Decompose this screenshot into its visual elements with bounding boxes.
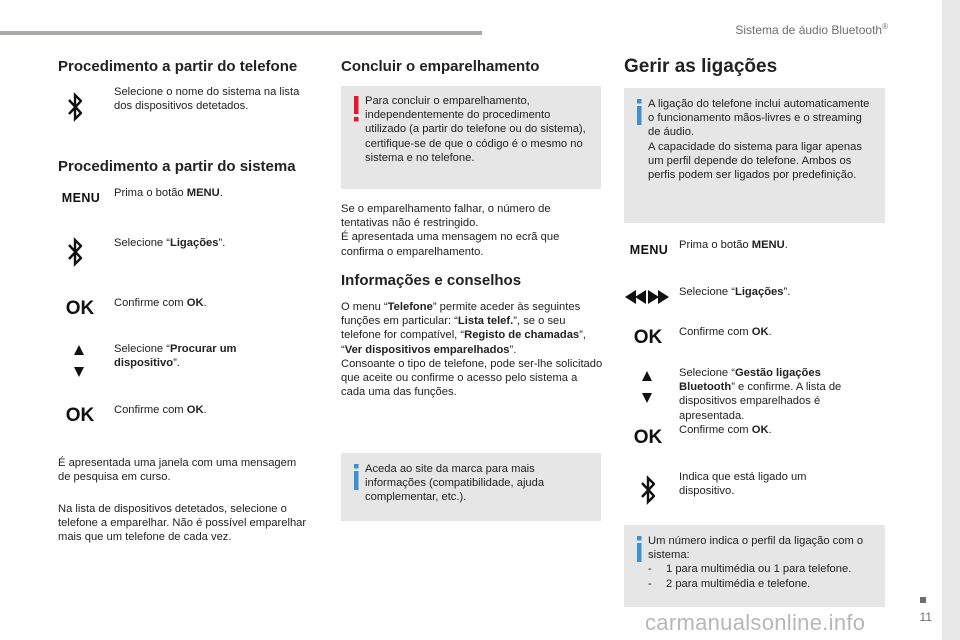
header-bar <box>0 31 482 35</box>
info-box-profile-number <box>624 525 885 607</box>
ok-button-icon: OK <box>633 327 663 348</box>
section-title-phone-procedure: Procedimento a partir do telefone <box>58 58 298 75</box>
info-text-connection: A ligação do telefone inclui automaticamente o funcionamento mãos-livres e o streaming de áudio. A capacidade do sistema para ligar apenas um perfil depende do telefone. Ambos os perfis podem ser ligados por predefinição. <box>648 98 870 182</box>
warning-box <box>341 86 601 189</box>
step-press-menu: Prima o botão MENU. <box>679 239 788 251</box>
list-item: - 2 para multimédia e telefone. <box>648 577 811 590</box>
menu-button-icon: MENU <box>61 191 101 205</box>
info-box-connection <box>624 88 885 223</box>
info-icon <box>631 98 647 126</box>
paragraph-failed-pairing: Se o emparelhamento falhar, o número de tentativas não é restringido. É apresentada uma mensagem no ecrã que confirma o emparelhamento. <box>341 203 560 258</box>
ok-button-icon: OK <box>633 427 663 448</box>
section-title-system-procedure: Procedimento a partir do sistema <box>58 158 296 175</box>
bluetooth-icon <box>64 90 86 124</box>
step-select-ligacoes: Selecione “Ligações”. <box>679 286 791 298</box>
info-text-profile-number: Um número indica o perfil da ligação com o sistema: - 1 para multimédia ou 1 para telefone. - 2 para multimédia e telefone. <box>648 534 875 591</box>
menu-button-icon: MENU <box>629 243 669 257</box>
page-marker <box>920 597 926 603</box>
page-header-title: Sistema de áudio Bluetooth® <box>735 22 888 37</box>
step-confirm-ok-2: Confirme com OK. <box>114 404 207 416</box>
info-text-brand-site: Aceda ao site da marca para mais informações (compatibilidade, ajuda complementar, etc.). <box>365 463 545 504</box>
up-down-arrows-icon <box>72 345 86 379</box>
warning-icon <box>348 96 364 124</box>
info-icon <box>631 535 647 563</box>
paragraph-select-phone: Na lista de dispositivos detetados, selecione o telefone a emparelhar. Não é possível emparelhar mais que um telefone de cada vez. <box>58 503 307 544</box>
watermark: carmanualsonline.info <box>645 610 866 635</box>
rewind-forward-icon <box>624 289 670 305</box>
step-press-menu: Prima o botão MENU. <box>114 187 223 199</box>
bluetooth-icon <box>64 235 86 269</box>
ok-button-icon: OK <box>65 298 95 319</box>
step-confirm-ok: Confirme com OK. <box>679 326 772 338</box>
step-select-search-device: Selecione “Procurar um dispositivo”. <box>114 343 237 370</box>
page-edge-band <box>942 0 960 640</box>
up-down-arrows-icon <box>640 371 654 405</box>
step-select-bluetooth-management: Selecione “Gestão ligações Bluetooth” e confirme. A lista de dispositivos emparelhados é apresentada. Confirme com OK. <box>679 367 842 436</box>
warning-text: Para concluir o emparelhamento, independentemente do procedimento utilizado (a partir do telefone ou do sistema), certifique-se de que o código é o mesmo no sistema e no telefone. <box>365 95 586 164</box>
bluetooth-icon <box>637 473 659 507</box>
step-select-system-name: Selecione o nome do sistema na lista dos dispositivos detetados. <box>114 86 300 113</box>
step-select-ligacoes: Selecione “Ligações”. <box>114 237 226 249</box>
section-title-complete-pairing: Concluir o emparelhamento <box>341 58 540 75</box>
step-device-connected: Indica que está ligado um dispositivo. <box>679 471 807 498</box>
paragraph-search-window: É apresentada uma janela com uma mensagem de pesquisa em curso. <box>58 457 297 484</box>
page-number: 11 <box>919 610 932 624</box>
section-title-manage-connections: Gerir as ligações <box>624 56 778 77</box>
list-item: - 1 para multimédia ou 1 para telefone. <box>648 563 852 576</box>
paragraph-phone-menu: O menu “Telefone” permite aceder às seguintes funções em particular: “Lista telef.”, se o seu telefone for compatível, “Registo de chamadas”, “Ver dispositivos emparelhados”. Consoante o tipo de telefone, pode ser-lhe solicitado que aceite ou confirme o acesso pelo sistema a cada uma das funções. <box>341 301 603 399</box>
step-confirm-ok: Confirme com OK. <box>114 297 207 309</box>
section-title-info-tips: Informações e conselhos <box>341 272 522 289</box>
info-box-brand-site <box>341 453 601 521</box>
info-icon <box>348 463 364 491</box>
ok-button-icon: OK <box>65 405 95 426</box>
